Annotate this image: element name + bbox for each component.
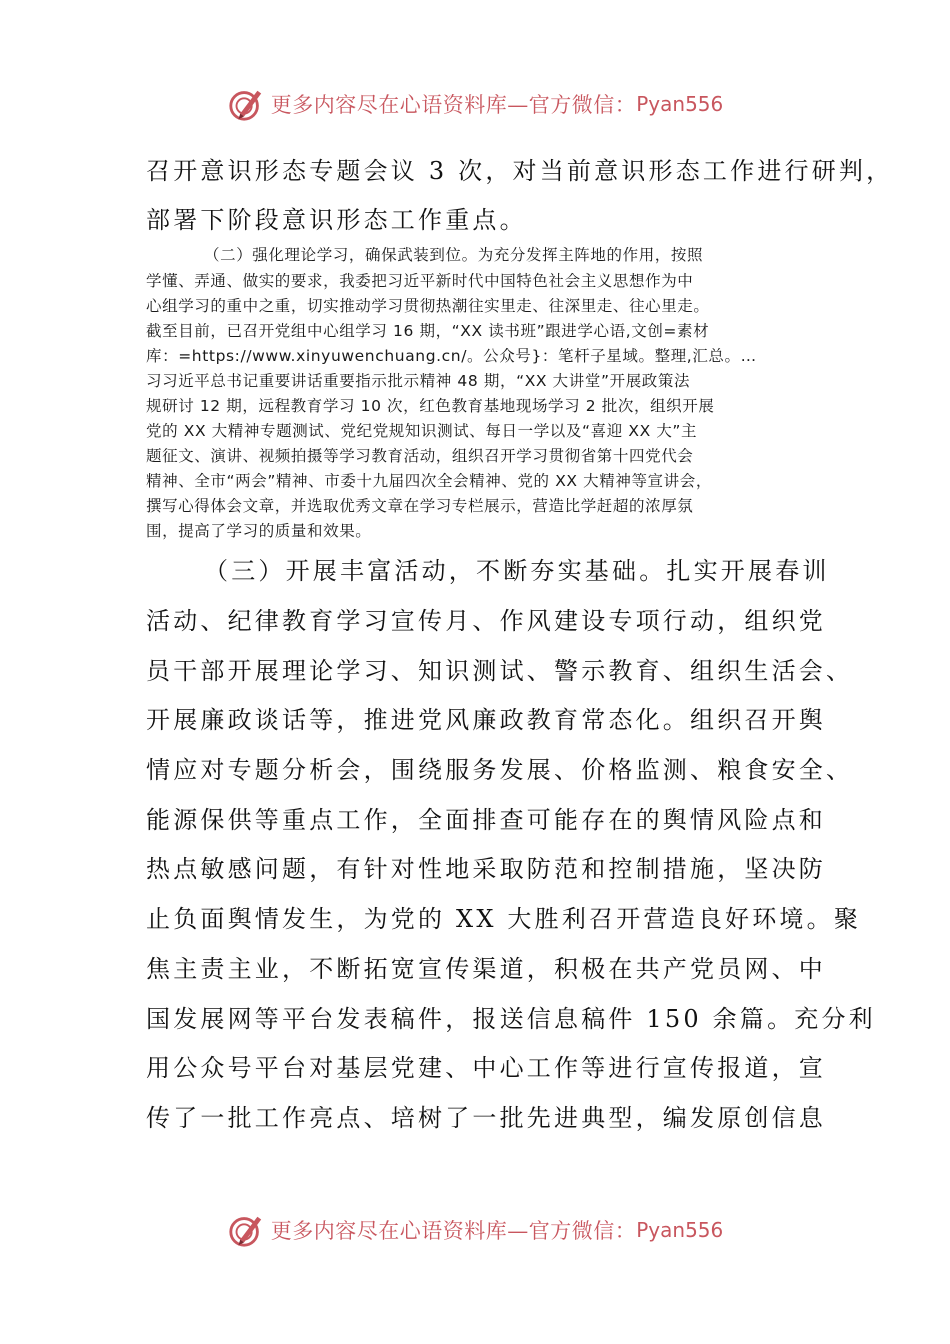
section2-line: 规研讨 12 期，远程教育学习 10 次，红色教育基地现场学习 2 批次，组织开展	[146, 397, 715, 415]
section2-line: 围，提高了学习的质量和效果。	[146, 522, 372, 540]
pen-logo-icon	[227, 1211, 265, 1249]
header-wechat-id: Pyan556	[636, 92, 724, 116]
footer-banner	[0, 1208, 950, 1252]
section3-line: 传了一批工作亮点、培树了一批先进典型，编发原创信息	[146, 1104, 826, 1132]
section3-line: 员干部开展理论学习、知识测试、警示教育、组织生活会、	[146, 657, 854, 685]
section3-line: 情应对专题分析会，围绕服务发展、价格监测、粮食安全、	[146, 756, 854, 784]
section3-line: 热点敏感问题，有针对性地采取防范和控制措施，坚决防	[146, 855, 826, 883]
section3-line: 国发展网等平台发表稿件，报送信息稿件 150 余篇。充分利	[146, 1005, 876, 1033]
section2-line: 库：=https://www.xinyuwenchuang.cn/。公众号}：笔杆子星域。整理,汇总。…	[146, 347, 757, 365]
section3-line: 开展廉政谈话等，推进党风廉政教育常态化。组织召开舆	[146, 706, 826, 734]
section2-line: 心组学习的重中之重，切实推动学习贯彻热潮往实里走、往深里走、往心里走。	[146, 297, 710, 315]
section2-line: 截至目前，已召开党组中心组学习 16 期，“XX 读书班”跟进学心语,文创=素材	[146, 322, 710, 340]
intro-line: 部署下阶段意识形态工作重点。	[146, 206, 527, 234]
footer-wechat-id: Pyan556	[636, 1218, 724, 1242]
header-banner-text: 更多内容尽在心语资料库—官方微信：	[270, 93, 637, 117]
section3-line: 用公众号平台对基层党建、中心工作等进行宣传报道，宣	[146, 1054, 826, 1082]
section3-line: 能源保供等重点工作，全面排查可能存在的舆情风险点和	[146, 806, 826, 834]
section3-line: 焦主责主业，不断拓宽宣传渠道，积极在共产党员网、中	[146, 955, 826, 983]
section2-line: 学懂、弄通、做实的要求，我委把习近平新时代中国特色社会主义思想作为中	[146, 272, 694, 290]
section2-line: 习习近平总书记重要讲话重要指示批示精神 48 期，“XX 大讲堂”开展政策法	[146, 372, 691, 390]
section2-line: （二）强化理论学习，确保武装到位。为充分发挥主阵地的作用，按照	[204, 246, 704, 264]
footer-banner-text: 更多内容尽在心语资料库—官方微信：	[270, 1219, 637, 1243]
section2-line: 撰写心得体会文章，并选取优秀文章在学习专栏展示，营造比学赶超的浓厚氛	[146, 497, 694, 515]
section3-line: 止负面舆情发生，为党的 XX 大胜利召开营造良好环境。聚	[146, 905, 862, 933]
header-banner	[0, 82, 950, 126]
section3-line: 活动、纪律教育学习宣传月、作风建设专项行动，组织党	[146, 607, 826, 635]
section2-line: 题征文、演讲、视频拍摄等学习教育活动，组织召开学习贯彻省第十四党代会	[146, 447, 694, 465]
section3-line: （三）开展丰富活动，不断夯实基础。扎实开展春训	[204, 557, 830, 585]
section2-line: 精神、全市“两会”精神、市委十九届四次全会精神、党的 XX 大精神等宣讲会，	[146, 472, 712, 490]
intro-line: 召开意识形态专题会议 3 次，对当前意识形态工作进行研判，	[146, 157, 894, 185]
section2-line: 党的 XX 大精神专题测试、党纪党规知识测试、每日一学以及“喜迎 XX 大”主	[146, 422, 698, 440]
pen-logo-icon	[227, 85, 265, 123]
